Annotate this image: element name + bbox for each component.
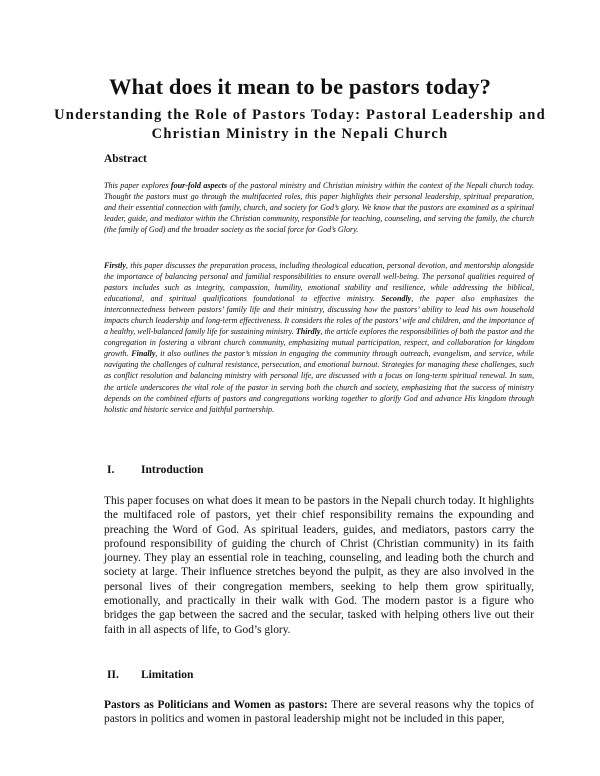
introduction-paragraph: This paper focuses on what does it mean to be pastors in the Nepali church today. It highlights the multifaced role of pastors, yet their chief responsibility remains the expounding and preaching the Word of God. As spiritual leaders, guides, and mediators, pastors carry the profound responsibility of guiding the church of Christ (Christian community) in its faith journey. They play an essential role in teaching, counseling, and leading both the church and society at large. Their influence stretches beyond the pulpit, as they are also involved in the personal lives of their congregation members, seeking to help them grow spiritually, emotionally, and practically in their walk with God. The modern pastor is a figure who bridges the gap between the sacred and the secular, tasked with helping others live out their faith in all aspects of life, to God’s glory. — [104, 495, 534, 636]
section-title: Limitation — [141, 669, 194, 681]
emphasis-four-fold: four-fold aspects — [170, 181, 228, 190]
abstract-paragraph-2: Firstly, this paper discusses the preparation process, including theological education, personal devotion, and mentorship alongside the importance of balancing personal and familial responsibilities to ensure overall well-being. The personal qualities required of pastors includes such as integrity, compassion, humility, emotional stability and resilience, while addressing the biblical, educational, and spiritual qualifications foundational to effective ministry. Secondly, the paper also emphasizes the interconnectedness between pastors’ family life and their ministry, discussing how the pastors’ ability to lead his own household impacts church leadership and long-term effectiveness. It considers the roles of the pastors’ wife and children, and the importance of a healthy, well-balanced family life for sustaining ministry. Thirdly, the article explores the responsibilities of both the pastor and the congregation in fostering a vibrant church community, emphasizing mutual participation, respect, and collaboration for kingdom growth. Finally, it also outlines the pastor’s mission in engaging the community through outreach, evangelism, and service, while navigating the challenges of cultural resistance, persecution, and emotional burnout. Strategies for managing these challenges, such as conflict resolution and balancing ministry with personal life, are discussed with a focus on long-term spiritual renewal. In sum, the article underscores the vital role of the pastor in serving both the church and society, emphasizing that the success of ministry depends on the combined efforts of pastors and congregations working together to glorify God and advance His kingdom through holistic and historic service and faithful partnership. — [104, 261, 534, 414]
limitation-paragraph: Pastors as Politicians and Women as pastors: There are several reasons why the topics of pastors in politics and women in pastoral leadership might not be included in this paper, — [104, 699, 534, 726]
emphasis-finally: Finally — [131, 349, 156, 359]
section-heading-introduction — [107, 464, 203, 476]
section-number: II. — [107, 669, 119, 681]
abstract-paragraph-1: This paper explores four-fold aspects of the pastoral ministry and Christian ministry within the context of the Nepali church today. Thought the pastors must go through the multifaceted roles, this paper highlights their personal leadership, spiritual preparation, and their essential connection with family, church, and society for God’s glory. We know that the pastors are examined as a spiritual leader, guide, and mediator within the Christian community, responsible for teaching, counseling, and serving the family, the church (the family of God) and the broader society as the social force for God’s Glory. — [104, 181, 534, 235]
emphasis-thirdly: Thirdly — [295, 327, 321, 337]
limitation-lead: Pastors as Politicians and Women as pastors: — [104, 699, 328, 711]
paper-subtitle: Understanding the Role of Pastors Today: Pastoral Leadership and Christian Ministry in the Nepali Church — [54, 107, 546, 142]
section-number: I. — [107, 464, 115, 476]
abstract-heading: Abstract — [104, 153, 147, 165]
section-title: Introduction — [141, 464, 204, 476]
section-heading-limitation — [107, 669, 193, 681]
emphasis-firstly: Firstly — [104, 261, 126, 270]
paper-title: What does it mean to be pastors today? — [109, 74, 491, 99]
emphasis-secondly: Secondly — [381, 294, 412, 304]
